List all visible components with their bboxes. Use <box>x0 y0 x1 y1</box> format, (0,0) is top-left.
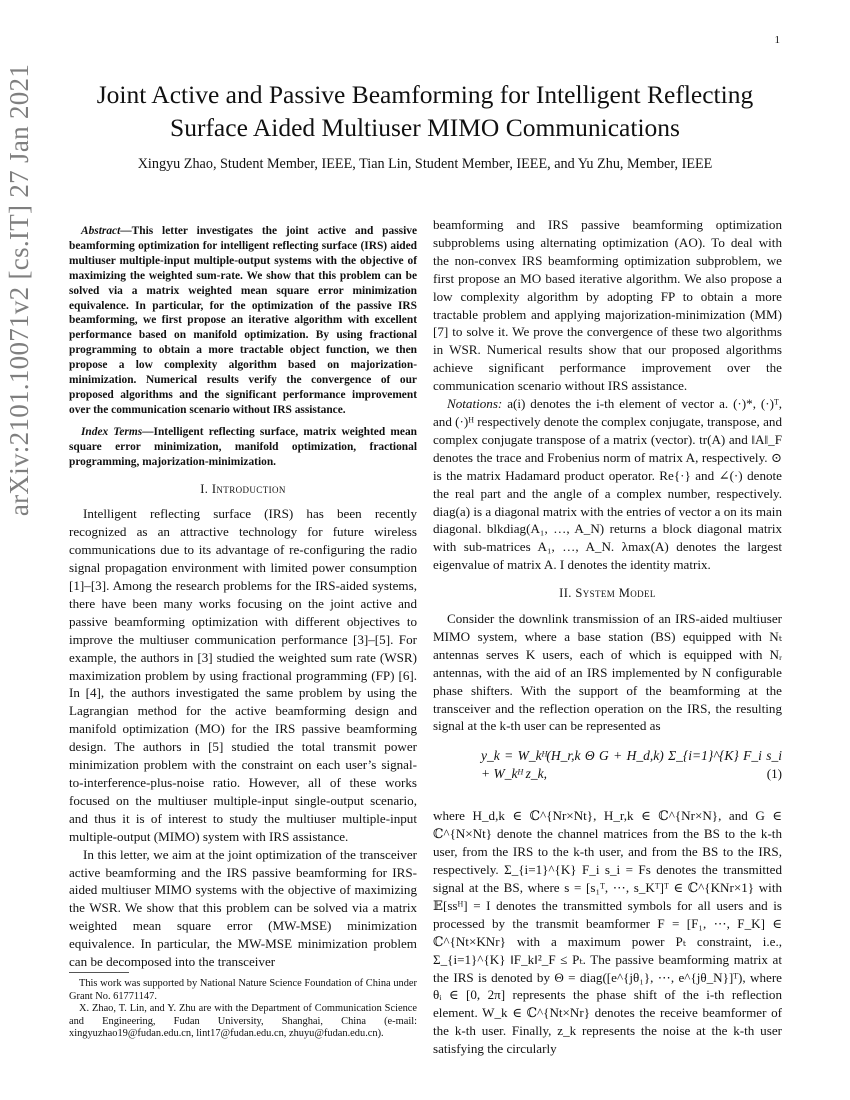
equation-body: y_k = W_kᴴ(H_r,k Θ G + H_d,k) Σ_{i=1}^{K} F_i s_i + W_kᴴ z_k, <box>481 748 782 782</box>
index-terms <box>69 425 417 470</box>
footnote-funding: This work was supported by National Nature Science Foundation of China under Grant No. 61771147. <box>69 978 417 1002</box>
footnote-affiliation: X. Zhao, T. Lin, and Y. Zhu are with the Department of Communication Science and Engineering, Fudan University, Shanghai, China (e-mail: xingyuzhao19@fudan.edu.cn, lint17@fudan.edu.cn, zhuyu@fudan.edu.cn). <box>69 1003 417 1040</box>
paper-title: Joint Active and Passive Beamforming for Intelligent Reflecting Surface Aided Multiuser MIMO Communications <box>96 80 754 142</box>
section-number: II. <box>559 586 572 601</box>
arxiv-stamp-text: arXiv:2101.10071v2 [cs.IT] 27 Jan 2021 <box>4 63 34 517</box>
right-column <box>433 216 782 1058</box>
intro-paragraph-1: Intelligent reflecting surface (IRS) has been recently recognized as an attractive technology for future wireless communications due to its advantage of re-configuring the radio signal propagation environment with limited power consumption [1]–[3]. Among the research problems for the IRS-aided systems, there have been many works focusing on the joint active and passive beamforming optimization with different objectives to improve the multiuser communication performance [3]–[5]. For example, the authors in [3] studied the weighted sum rate (WSR) maximization problem by using fractional programming (FP) [6]. In [4], the authors investigated the same problem by using the Lagrangian method for the active beamforming design and manifold optimization (MO) for the IRS passive beamforming design. The authors in [5] studied the total transmit power minimization problem with the constraint on each user’s signal-to-interference-plus-noise ratio. However, all of these works focused on the multiuser multiple-input single-output scenario, and thus it is of interest to study the multiuser multiple-input multiple-output (MIMO) system with IRS assistance. <box>69 506 417 844</box>
section-title: System Model <box>575 586 656 601</box>
equation-number: (1) <box>766 766 782 782</box>
section-heading-introduction <box>69 481 417 499</box>
abstract-label: Abstract <box>81 225 121 237</box>
notations-paragraph <box>433 395 782 574</box>
intro-paragraph-2: In this letter, we aim at the joint optimization of the transceiver active beamforming and the IRS passive beamforming for IRS-aided multiuser MIMO systems with the objective of maximizing the WSR. We show that this problem can be solved via a matrix weighted mean square error (MW-MSE) minimization equivalence. In particular, the MW-MSE minimization problem can be decomposed into the transceiver <box>69 846 417 970</box>
right-paragraph-1: beamforming and IRS passive beamforming optimization subproblems using alternating optimization (AO). To deal with the non-convex IRS beamforming optimization subproblem, we first propose an MO based iterative algorithm. We also propose a low complexity algorithm by adopting FP to obtain a more tractable problem and applying majorization-minimization (MM) [7] to solve it. We prove the convergence of these two algorithms in WSR. Numerical results show that our proposed algorithms achieve significant performance improvement over the communication scenario without IRS assistance. <box>433 217 782 394</box>
author-list: Xingyu Zhao, Student Member, IEEE, Tian Lin, Student Member, IEEE, and Yu Zhu, Member, IEEE <box>137 156 713 172</box>
equation-1 <box>433 743 782 801</box>
section-number: I. <box>200 481 209 496</box>
index-terms-text: —Intelligent reflecting surface, matrix weighted mean square error minimization, manifold optimization, fractional programming, majorization-minimization. <box>69 425 417 468</box>
notations-text: a(i) denotes the i-th element of vector a. (·)*, (·)ᵀ, and (·)ᴴ respectively denote the complex conjugate, transpose, and complex conjugate transpose of a matrix (vector). tr(A) and ‖A‖_F denotes the trace and Frobenius norm of matrix A, respectively. ⊙ is the matrix Hadamard product operator. Re{·} and ∠(·) denote the real part and the angle of a complex number, respectively. diag(a) is a diagonal matrix with the entries of vector a on its main diagonal. blkdiag(A₁, …, A_N) returns a block diagonal matrix with sub-matrices A₁, …, A_N. λmax(A) denotes the largest eigenvalue of matrix A. I denotes the identity matrix. <box>433 396 782 573</box>
index-terms-label: Index Terms <box>81 425 143 438</box>
page-number: 1 <box>774 34 780 46</box>
model-paragraph-1: Consider the downlink transmission of an IRS-aided multiuser MIMO system, where a base station (BS) equipped with Nₜ antennas serves K users, each of which is equipped with Nᵣ antennas, with the aid of an IRS implemented by N configurable phase shifters. With the support of the beamforming at the transceiver and the reflection operation on the IRS, the resulting signal at the k-th user can be represented as <box>433 611 782 734</box>
section-heading-system-model <box>433 585 782 603</box>
section-title: Introduction <box>211 481 286 496</box>
left-column <box>69 224 417 971</box>
footnote-divider <box>69 972 129 973</box>
abstract-text: —This letter investigates the joint active and passive beamforming optimization for intelligent reflecting surface (IRS) aided multiuser multiple-input multiple-output systems with the objective of maximizing the weighted sum-rate. We show that this problem can be solved via a matrix weighted mean square error minimization equivalence. In particular, for the optimization of the passive IRS beamforming, we first propose an iterative algorithm with excellent performance based on manifold optimization. By using fractional programming to obtain a more tractable object function, we then propose a low complexity algorithm based on majorization-minimization. Numerical results verify the convergence of our proposed algorithms and the significant performance improvement over the communication scenario without IRS assistance. <box>69 225 417 416</box>
abstract <box>69 224 417 418</box>
footnotes <box>69 978 417 1041</box>
model-paragraph-2: where H_d,k ∈ ℂ^{Nr×Nt}, H_r,k ∈ ℂ^{Nr×N}, and G ∈ ℂ^{N×Nt} denote the channel matrices from the BS to the k-th user, from the IRS to the k-th user, and from the BS to the IRS, respectively. Σ_{i=1}^{K} F_i s_i = Fs denotes the transmitted signal at the BS, where s = [s₁ᵀ, ⋯, s_Kᵀ]ᵀ ∈ ℂ^{KNr×1} with 𝔼[ssᴴ] = I denotes the transmitted symbols for all users and is processed by the transmit beamformer F = [F₁, ⋯, F_K] ∈ ℂ^{Nt×KNr} with a maximum power Pₜ constraint, i.e., Σ_{i=1}^{K} ‖F_k‖²_F ≤ Pₜ. The passive beamforming matrix at the IRS is denoted by Θ = diag([e^{jθ₁}, ⋯, e^{jθ_N}]ᵀ), where θᵢ ∈ [0, 2π] represents the phase shift of the i-th reflection element. W_k ∈ ℂ^{Nt×Nr} denotes the receive beamformer of the k-th user. Finally, z_k represents the noise at the k-th user satisfying the circularly <box>433 808 782 1057</box>
notations-label: Notations: <box>447 396 503 412</box>
